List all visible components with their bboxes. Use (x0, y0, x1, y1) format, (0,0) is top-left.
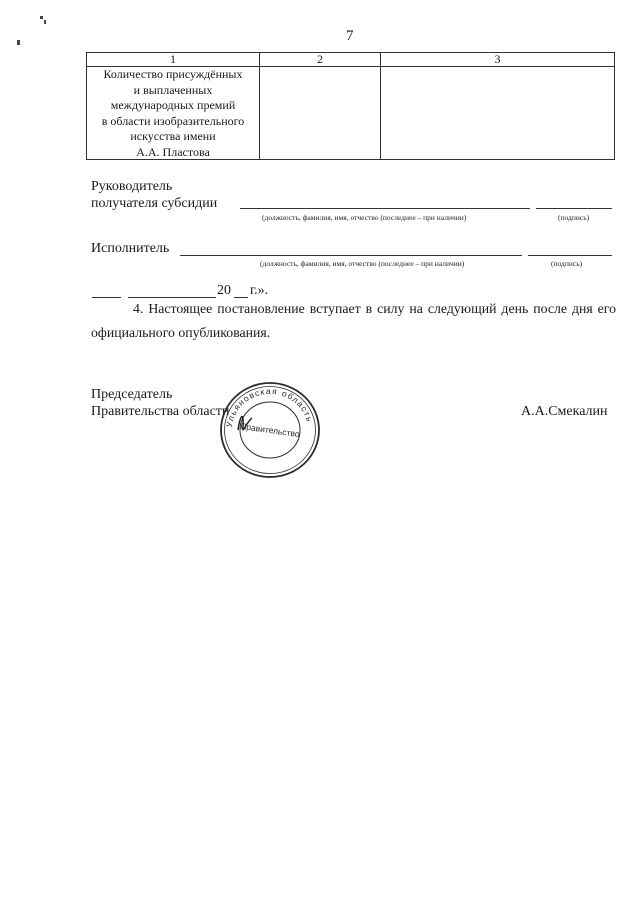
chairman-title-line1: Председатель (91, 387, 173, 402)
cell-line: А.А. Пластова (136, 144, 210, 159)
head-signature-line (536, 208, 612, 209)
scan-speck (40, 16, 43, 19)
head-label-line1: Руководитель (91, 179, 173, 194)
chairman-title-line2: Правительства области (91, 404, 230, 419)
cell-line: международных премий (110, 98, 236, 112)
executor-signature-line (528, 255, 612, 256)
head-name-line (240, 208, 530, 209)
table-cell-indicator (87, 67, 260, 160)
date-suffix: г.». (250, 283, 269, 298)
table-cell-col2 (260, 67, 381, 160)
stamp-center-text: Правительство (239, 420, 301, 440)
table-header-cell: 1 (87, 53, 260, 67)
cell-line: в области изобразительного (101, 113, 245, 128)
head-signature-hint: (подпись) (558, 213, 590, 222)
head-label-line2: получателя субсидии (91, 196, 218, 211)
cell-line: искусства имени (130, 129, 216, 143)
executor-signature-hint: (подпись) (551, 259, 583, 268)
executor-name-hint: (должность, фамилия, имя, отчество (последнее – при наличии) (260, 259, 465, 268)
table-header-row (87, 53, 615, 67)
table-cell-col3 (381, 67, 615, 160)
indicator-table (86, 52, 615, 160)
executor-name-line (180, 255, 522, 256)
signer-name: А.А.Смекалин (521, 404, 608, 419)
paragraph-4: 4. Настоящее постановление вступает в силу на следующий день после дня его официального опубликования. (91, 301, 616, 340)
page-number: 7 (346, 28, 354, 44)
table-header-cell: 2 (260, 53, 381, 67)
executor-label: Исполнитель (91, 241, 170, 256)
table-row (87, 67, 615, 160)
cell-line: Количество присуждённых (103, 67, 243, 81)
scan-speck (17, 40, 20, 45)
date-year-prefix: 20 (217, 283, 231, 298)
stamp-ring-text: Ульяновская область (224, 385, 316, 428)
head-name-hint: (должность, фамилия, имя, отчество (последнее – при наличии) (262, 213, 467, 222)
official-stamp (218, 380, 322, 480)
table-header-cell: 3 (381, 53, 615, 67)
cell-line: и выплаченных (133, 82, 213, 97)
scan-speck (44, 20, 46, 24)
